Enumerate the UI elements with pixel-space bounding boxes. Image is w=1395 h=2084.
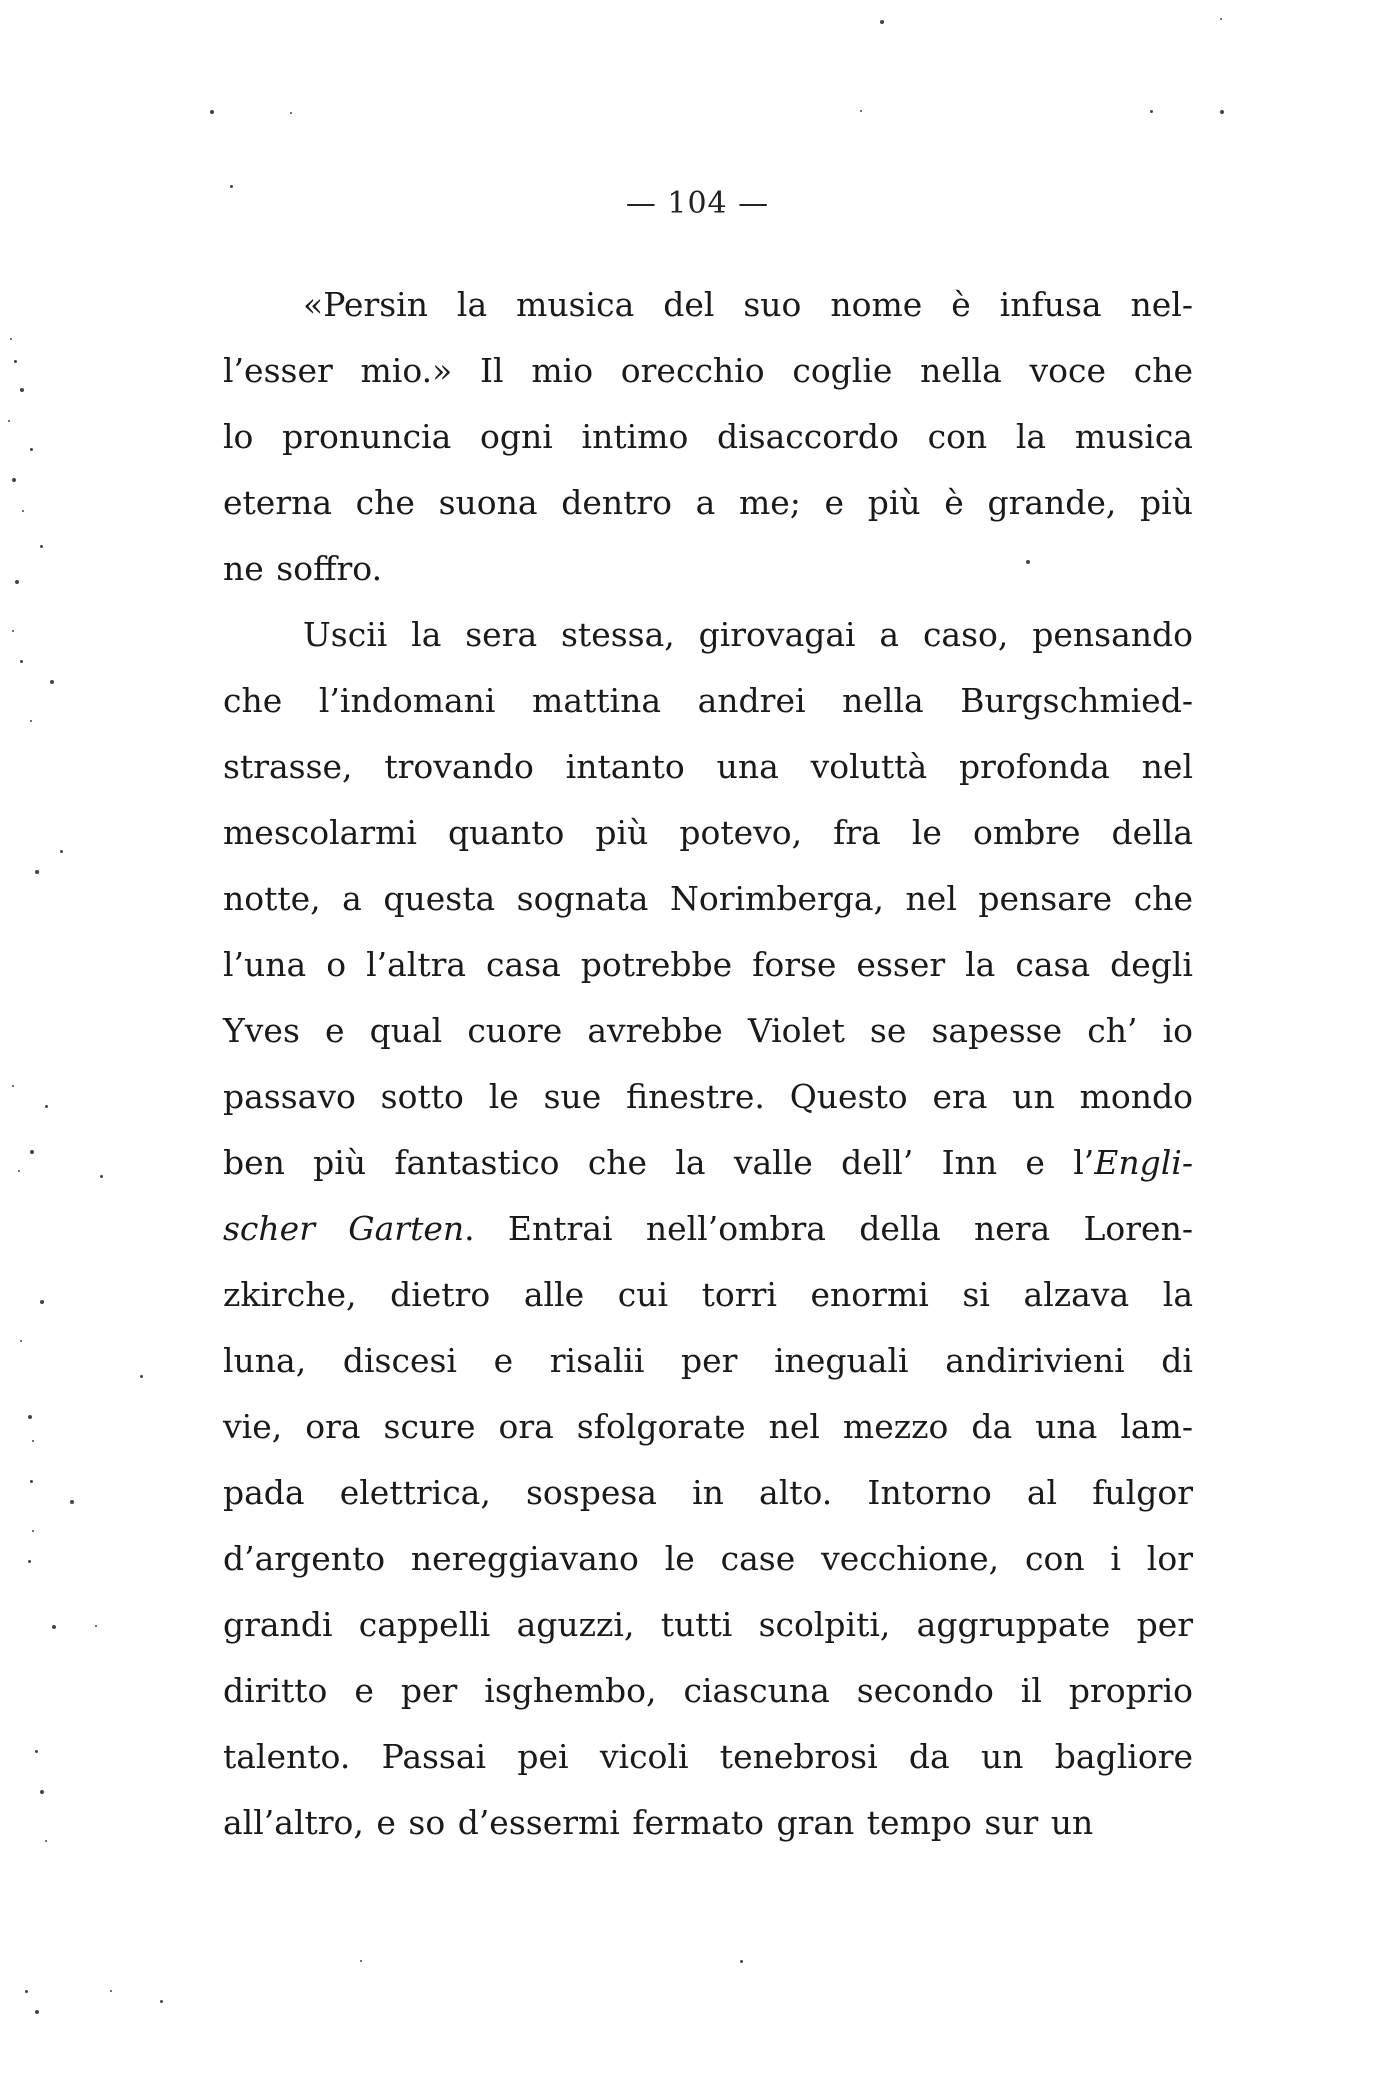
text-line: passavo sotto le sue finestre. Questo era un mondo xyxy=(223,1077,1193,1116)
text-line-with-italic xyxy=(223,1196,1193,1262)
scan-speck xyxy=(52,1625,56,1629)
scan-speck xyxy=(8,420,10,422)
text-line: talento. Passai pei vicoli tenebrosi da un bagliore xyxy=(223,1737,1193,1776)
scan-speck xyxy=(70,1500,74,1504)
text-line: all’altro, e so d’essermi fermato gran tempo sur un xyxy=(223,1803,1094,1842)
scan-speck xyxy=(40,1790,44,1794)
scan-speck xyxy=(28,1415,32,1419)
text-line: diritto e per isghembo, ciascuna secondo il proprio xyxy=(223,1671,1193,1710)
scan-speck xyxy=(40,545,43,548)
text-line: eterna che suona dentro a me; e più è grande, più xyxy=(223,483,1193,522)
text-line: pada elettrica, sospesa in alto. Intorno al fulgor xyxy=(223,1473,1193,1512)
text-line: che l’indomani mattina andrei nella Burgschmied- xyxy=(223,681,1193,720)
scan-speck xyxy=(1220,110,1224,114)
text-line: Yves e qual cuore avrebbe Violet se sapesse ch’ io xyxy=(223,1011,1193,1050)
scan-speck xyxy=(880,20,884,24)
scan-speck xyxy=(45,1105,48,1108)
scan-speck xyxy=(1150,110,1153,113)
scan-speck xyxy=(25,1990,28,1993)
scan-speck xyxy=(12,630,14,632)
scan-speck xyxy=(18,1170,20,1172)
text-line: lo pronuncia ogni intimo disaccordo con la musica xyxy=(223,417,1193,456)
scan-speck xyxy=(10,338,12,340)
text-line: strasse, trovando intanto una voluttà profonda nel xyxy=(223,747,1193,786)
scan-speck xyxy=(20,388,24,392)
scan-speck xyxy=(32,1530,34,1532)
text-line: mescolarmi quanto più potevo, fra le ombre della xyxy=(223,813,1193,852)
scan-speck xyxy=(35,1750,38,1753)
text-line: luna, discesi e risalii per ineguali andirivieni di xyxy=(223,1341,1193,1380)
text-line: zkirche, dietro alle cui torri enormi si alzava la xyxy=(223,1275,1193,1314)
scan-speck xyxy=(20,1340,22,1342)
text-line: ne soffro. xyxy=(223,549,383,588)
body-text xyxy=(223,272,1193,1856)
scan-speck xyxy=(40,1300,44,1304)
text-line-with-italic xyxy=(223,1130,1193,1196)
scan-speck xyxy=(32,1440,34,1442)
text-line: «Persin la musica del suo nome è infusa nel- xyxy=(303,285,1193,324)
italic-fragment: Engli- xyxy=(1094,1143,1193,1182)
scan-speck xyxy=(20,660,23,663)
text-line: l’una o l’altra casa potrebbe forse esser la casa degli xyxy=(223,945,1193,984)
text-line: d’argento nereggiavano le case vecchione, con i lor xyxy=(223,1539,1193,1578)
text-line: notte, a questa sognata Norimberga, nel pensare che xyxy=(223,879,1193,918)
scan-speck xyxy=(160,2000,163,2003)
scan-speck xyxy=(230,185,233,188)
scan-speck xyxy=(12,1085,14,1087)
scan-speck xyxy=(360,1960,362,1962)
scan-speck xyxy=(30,1480,33,1483)
scan-speck xyxy=(100,1175,103,1178)
scan-speck xyxy=(22,510,24,512)
scan-speck xyxy=(860,110,862,112)
scan-speck xyxy=(30,448,33,451)
scan-speck xyxy=(30,1150,34,1154)
scan-speck xyxy=(290,112,292,114)
scan-speck xyxy=(50,680,54,684)
scan-speck xyxy=(15,580,19,584)
scan-speck xyxy=(35,870,39,874)
scan-speck xyxy=(110,1990,112,1992)
scan-speck xyxy=(95,1625,97,1627)
italic-fragment: scher Garten xyxy=(223,1209,465,1248)
scan-speck xyxy=(60,850,63,853)
text-fragment: . Entrai nell’ombra della nera Loren- xyxy=(464,1209,1193,1248)
scan-speck xyxy=(12,478,16,482)
scan-speck xyxy=(740,1960,743,1963)
text-line: grandi cappelli aguzzi, tutti scolpiti, aggruppate per xyxy=(223,1605,1193,1644)
scan-speck xyxy=(14,360,17,363)
scan-speck xyxy=(35,2010,39,2014)
text-line: l’esser mio.» Il mio orecchio coglie nella voce che xyxy=(223,351,1193,390)
text-line: vie, ora scure ora sfolgorate nel mezzo da una lam- xyxy=(223,1407,1193,1446)
scan-speck xyxy=(210,110,214,114)
page-number: — 104 — xyxy=(625,186,770,221)
scan-speck xyxy=(28,1560,31,1563)
scan-speck xyxy=(45,1840,47,1842)
text-line: Uscii la sera stessa, girovagai a caso, pensando xyxy=(303,615,1193,654)
scan-speck xyxy=(140,1375,143,1378)
scan-speck xyxy=(1026,560,1030,564)
text-fragment: ben più fantastico che la valle dell’ Inn e l’ xyxy=(223,1143,1095,1182)
scan-speck xyxy=(30,720,32,722)
scan-speck xyxy=(1220,18,1222,20)
